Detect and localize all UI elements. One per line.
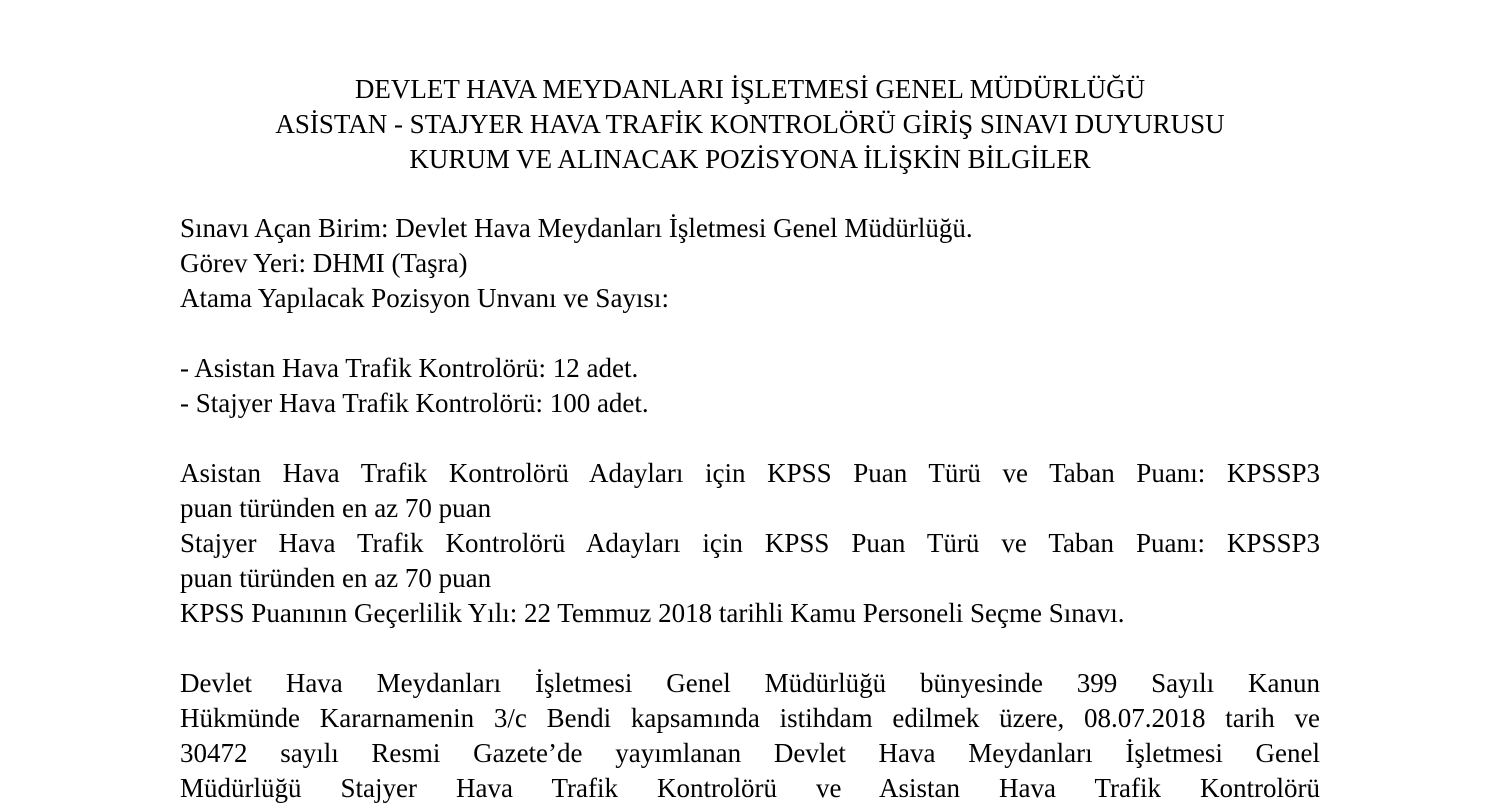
paragraph-line: Devlet Hava Meydanları İşletmesi Genel Müdürlüğü bünyesinde 399 Sayılı Kanun [180,668,1320,698]
heading-line-organization: DEVLET HAVA MEYDANLARI İŞLETMESİ GENEL MÜDÜRLÜĞÜ [354,74,1146,104]
document-body [180,211,1320,806]
blank-line [180,421,1320,456]
heading-line-announcement: ASİSTAN - STAJYER HAVA TRAFİK KONTROLÖRÜ GİRİŞ SINAVI DUYURUSU [275,109,1225,139]
heading-line-info: KURUM VE ALINACAK POZİSYONA İLİŞKİN BİLGİLER [409,144,1091,174]
exam-unit-line: Sınavı Açan Birim: Devlet Hava Meydanları İşletmesi Genel Müdürlüğü. [180,213,973,243]
paragraph-line: Müdürlüğü Stajyer Hava Trafik Kontrolörü ve Asistan Hava Trafik Kontrolörü [180,773,1320,803]
kpss-validity-line: KPSS Puanının Geçerlilik Yılı: 22 Temmuz 2018 tarihli Kamu Personeli Seçme Sınavı. [180,598,1125,628]
kpss-line-assistant-cont: puan türünden en az 70 puan [180,493,492,523]
position-item-trainee: - Stajyer Hava Trafik Kontrolörü: 100 adet. [180,388,649,418]
position-item-assistant: - Asistan Hava Trafik Kontrolörü: 12 adet. [180,353,639,383]
document-heading [0,72,1500,177]
kpss-line-assistant: Asistan Hava Trafik Kontrolörü Adayları için KPSS Puan Türü ve Taban Puanı: KPSSP3 [180,458,1320,488]
positions-intro-line: Atama Yapılacak Pozisyon Unvanı ve Sayısı: [180,283,669,313]
duty-location-line: Görev Yeri: DHMI (Taşra) [180,248,468,278]
blank-line [180,316,1320,351]
paragraph-line: Hükmünde Kararnamenin 3/c Bendi kapsamında istihdam edilmek üzere, 08.07.2018 tarih ve [180,703,1320,733]
kpss-line-trainee: Stajyer Hava Trafik Kontrolörü Adayları için KPSS Puan Türü ve Taban Puanı: KPSSP3 [180,528,1320,558]
blank-line [180,631,1320,666]
paragraph-line: 30472 sayılı Resmi Gazete’de yayımlanan Devlet Hava Meydanları İşletmesi Genel [180,738,1320,768]
kpss-line-trainee-cont: puan türünden en az 70 puan [180,563,492,593]
